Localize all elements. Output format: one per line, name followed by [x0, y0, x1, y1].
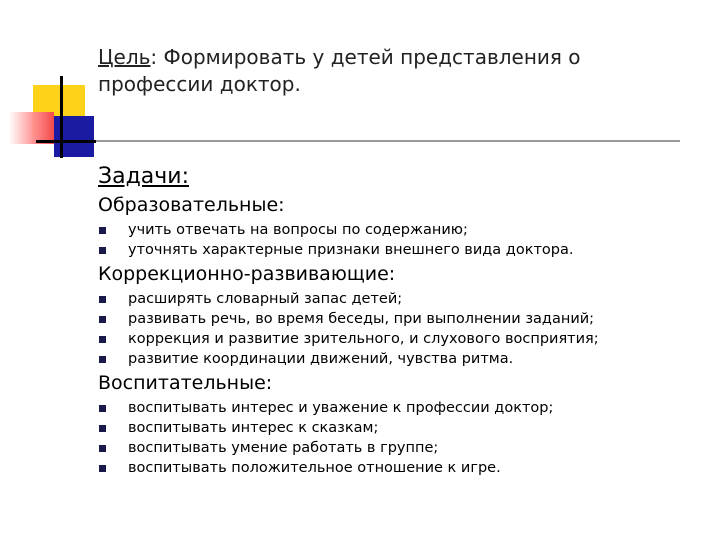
bullet-list — [98, 220, 698, 260]
section-heading: Образовательные: — [98, 194, 285, 216]
square-bullet-icon — [99, 356, 106, 363]
slide-title — [98, 44, 658, 98]
square-bullet-icon — [99, 405, 106, 412]
section-educational — [98, 193, 698, 260]
square-bullet-icon — [99, 465, 106, 472]
square-bullet-icon — [99, 336, 106, 343]
decor-divider-accent — [36, 140, 96, 143]
title-goal-text: : Формировать у детей представления о профессии доктор. — [98, 45, 581, 96]
title-goal-label: Цель — [98, 45, 151, 69]
square-bullet-icon — [99, 227, 106, 234]
section-heading: Коррекционно-развивающие: — [98, 263, 396, 285]
section-correctional — [98, 262, 698, 369]
list-item: расширять словарный запас детей; — [98, 289, 698, 309]
square-bullet-icon — [99, 247, 106, 254]
section-heading: Воспитательные: — [98, 372, 273, 394]
list-item: коррекция и развитие зрительного, и слухового восприятия; — [98, 329, 698, 349]
list-item: воспитывать интерес к сказкам; — [98, 418, 698, 438]
bullet-list — [98, 398, 698, 478]
list-item: учить отвечать на вопросы по содержанию; — [98, 220, 698, 240]
list-item: развивать речь, во время беседы, при выполнении заданий; — [98, 309, 698, 329]
list-item: воспитывать интерес и уважение к профессии доктор; — [98, 398, 698, 418]
section-upbringing — [98, 371, 698, 478]
square-bullet-icon — [99, 425, 106, 432]
slide-content — [98, 163, 698, 480]
square-bullet-icon — [99, 296, 106, 303]
list-item: уточнять характерные признаки внешнего вида доктора. — [98, 240, 698, 260]
list-item: развитие координации движений, чувства ритма. — [98, 349, 698, 369]
bullet-list — [98, 289, 698, 369]
tasks-heading: Задачи: — [98, 164, 189, 189]
list-item: воспитывать положительное отношение к игре. — [98, 458, 698, 478]
square-bullet-icon — [99, 445, 106, 452]
decor-divider-line — [36, 140, 680, 142]
list-item: воспитывать умение работать в группе; — [98, 438, 698, 458]
decor-vertical-line — [60, 76, 63, 158]
square-bullet-icon — [99, 316, 106, 323]
